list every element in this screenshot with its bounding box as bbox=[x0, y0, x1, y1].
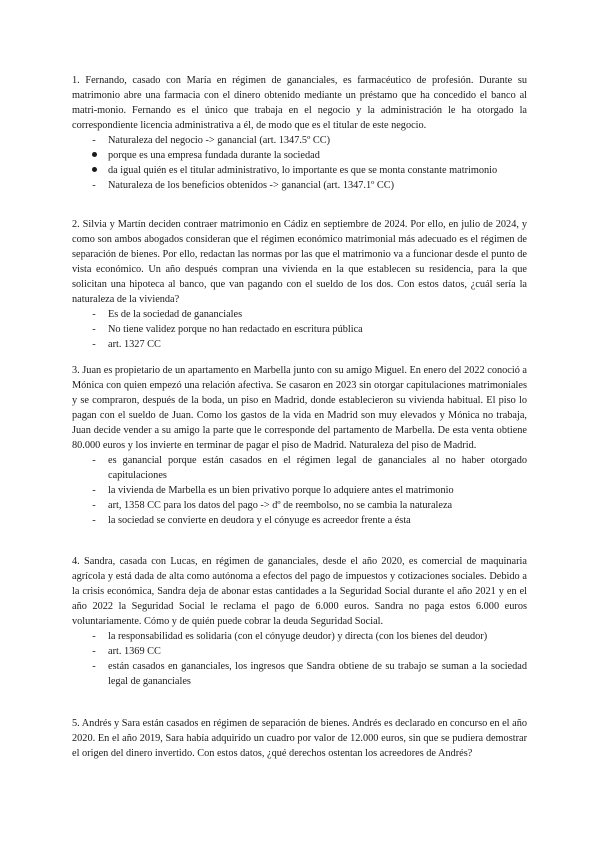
answer-item bbox=[72, 483, 527, 498]
dash-marker: - bbox=[92, 500, 96, 511]
question-2 bbox=[72, 217, 527, 352]
dash-marker: - bbox=[92, 455, 96, 466]
answer-text: Naturaleza de los beneficios obtenidos -> ganancial (art. 1347.1º CC) bbox=[108, 180, 395, 191]
answer-text: art. 1327 CC bbox=[108, 339, 161, 350]
dash-marker: - bbox=[92, 135, 96, 146]
answer-list bbox=[72, 629, 527, 689]
question-text: 4. Sandra, casada con Lucas, en régimen de gananciales, desde el año 2020, es comercial de maquinaria agrícola y está dada de alta como autónoma a efectos del pago de impuestos y cotizaciones sociales. Debido a la crisis económica, Sandra deja de abonar estas cantidades a la Seguridad Social durante el año 2021 y en el año 2022 la Seguridad Social le reclama el pago de 6.000 euros. Sandra no paga estos 6.000 euros voluntariamente. Cómo y de quién puede cobrar la deuda Seguridad Social. bbox=[72, 556, 527, 627]
answer-text: la vivienda de Marbella es un bien privativo porque lo adquiere antes el matrimonio bbox=[108, 485, 454, 496]
answer-item bbox=[72, 133, 527, 148]
answer-text: No tiene validez porque no han redactado en escritura pública bbox=[108, 324, 363, 335]
answer-item bbox=[72, 307, 527, 322]
question-4 bbox=[72, 554, 527, 689]
dash-marker: - bbox=[92, 339, 96, 350]
answer-item bbox=[72, 178, 527, 193]
answer-text: la responsabilidad es solidaria (con el cónyuge deudor) y directa (con los bienes del deudor) bbox=[108, 631, 488, 642]
dash-marker: - bbox=[92, 309, 96, 320]
answer-item bbox=[72, 337, 527, 352]
answer-text: Es de la sociedad de gananciales bbox=[108, 309, 243, 320]
dash-marker: - bbox=[92, 646, 96, 657]
answer-text: es ganancial porque están casados en el régimen legal de gananciales al no haber otorgado capitulaciones bbox=[108, 455, 527, 481]
dash-marker: - bbox=[92, 631, 96, 642]
answer-text: Naturaleza del negocio -> ganancial (art. 1347.5º CC) bbox=[108, 135, 331, 146]
bullet-marker bbox=[88, 148, 100, 163]
answer-list bbox=[72, 133, 527, 193]
answer-item bbox=[72, 453, 527, 483]
dash-marker: - bbox=[92, 661, 96, 672]
dash-marker: - bbox=[92, 180, 96, 191]
question-text: 1. Fernando, casado con María en régimen de gananciales, es farmacéutico de profesión. Durante su matrimonio abre una farmacia con el dinero obtenido mediante un préstamo que ha concedido el banco al matri-monio. Fernando es el único que trabaja en el negocio y la administración le ha otorgado la correspondiente licencia administrativa a él, de modo que es el titular de este negocio. bbox=[72, 75, 527, 131]
question-5 bbox=[72, 716, 527, 761]
answer-item bbox=[72, 498, 527, 513]
dash-marker: - bbox=[92, 515, 96, 526]
question-1 bbox=[72, 73, 527, 193]
answer-text: porque es una empresa fundada durante la sociedad bbox=[108, 150, 320, 161]
answer-item bbox=[72, 629, 527, 644]
answer-list bbox=[72, 307, 527, 352]
answer-text: art, 1358 CC para los datos del pago -> dº de reembolso, no se cambia la naturaleza bbox=[108, 500, 453, 511]
dash-marker: - bbox=[92, 485, 96, 496]
dash-marker: - bbox=[92, 324, 96, 335]
question-3 bbox=[72, 363, 527, 528]
answer-text: están casados en gananciales, los ingresos que Sandra obtiene de su trabajo se suman a la sociedad legal de gananciales bbox=[108, 661, 527, 687]
answer-item bbox=[72, 148, 527, 163]
question-text: 5. Andrés y Sara están casados en régimen de separación de bienes. Andrés es declarado en concurso en el año 2020. En el año 2019, Sara había adquirido un cuadro por valor de 12.000 euros, sin que se pudiera demostrar el origen del dinero invertido. Con estos datos, ¿qué derechos ostentan los acreedores de Andrés? bbox=[72, 718, 527, 759]
answer-list bbox=[72, 453, 527, 528]
question-text: 3. Juan es propietario de un apartamento en Marbella junto con su amigo Miguel. En enero del 2022 conoció a Mónica con quien empezó una relación afectiva. Se casaron en 2023 sin otorgar capitulaciones matrimoniales y se compraron, después de la boda, un piso en Madrid, donde establecieron su vivienda habitual. El piso lo pagan con el sueldo de Juan. Como los gastos de la vida en Madrid son muy elevados y Mónica no trabaja, Juan decide vender a su amigo la parte que le corresponde del partamento de Marbella. De esta venta obtiene 80.000 euros y los invierte en terminar de pagar el piso de Madrid. Naturaleza del piso de Madrid. bbox=[72, 365, 527, 451]
answer-item bbox=[72, 659, 527, 689]
answer-text: art. 1369 CC bbox=[108, 646, 161, 657]
answer-item bbox=[72, 163, 527, 178]
answer-text: la sociedad se convierte en deudora y el cónyuge es acreedor frente a ésta bbox=[108, 515, 411, 526]
answer-item bbox=[72, 513, 527, 528]
question-text: 2. Silvia y Martín deciden contraer matrimonio en Cádiz en septiembre de 2024. Por ello, en julio de 2024, y como son ambos abogados consideran que el régimen económico matrimonial más adecuado es el régimen de separación de bienes. Por ello, redactan las normas por las que el matrimonio va a funcionar desde el punto de vista económico. Un año después compran una vivienda en la que establecen su residencia, para la que solicitan una hipoteca al banco, que van pagando con el sueldo de los dos. Con estos datos, ¿cuál sería la naturaleza de la vivienda? bbox=[72, 219, 527, 305]
answer-text: da igual quién es el titular administrativo, lo importante es que se monta constante matrimonio bbox=[108, 165, 498, 176]
answer-item bbox=[72, 644, 527, 659]
bullet-marker bbox=[88, 163, 100, 178]
answer-item bbox=[72, 322, 527, 337]
